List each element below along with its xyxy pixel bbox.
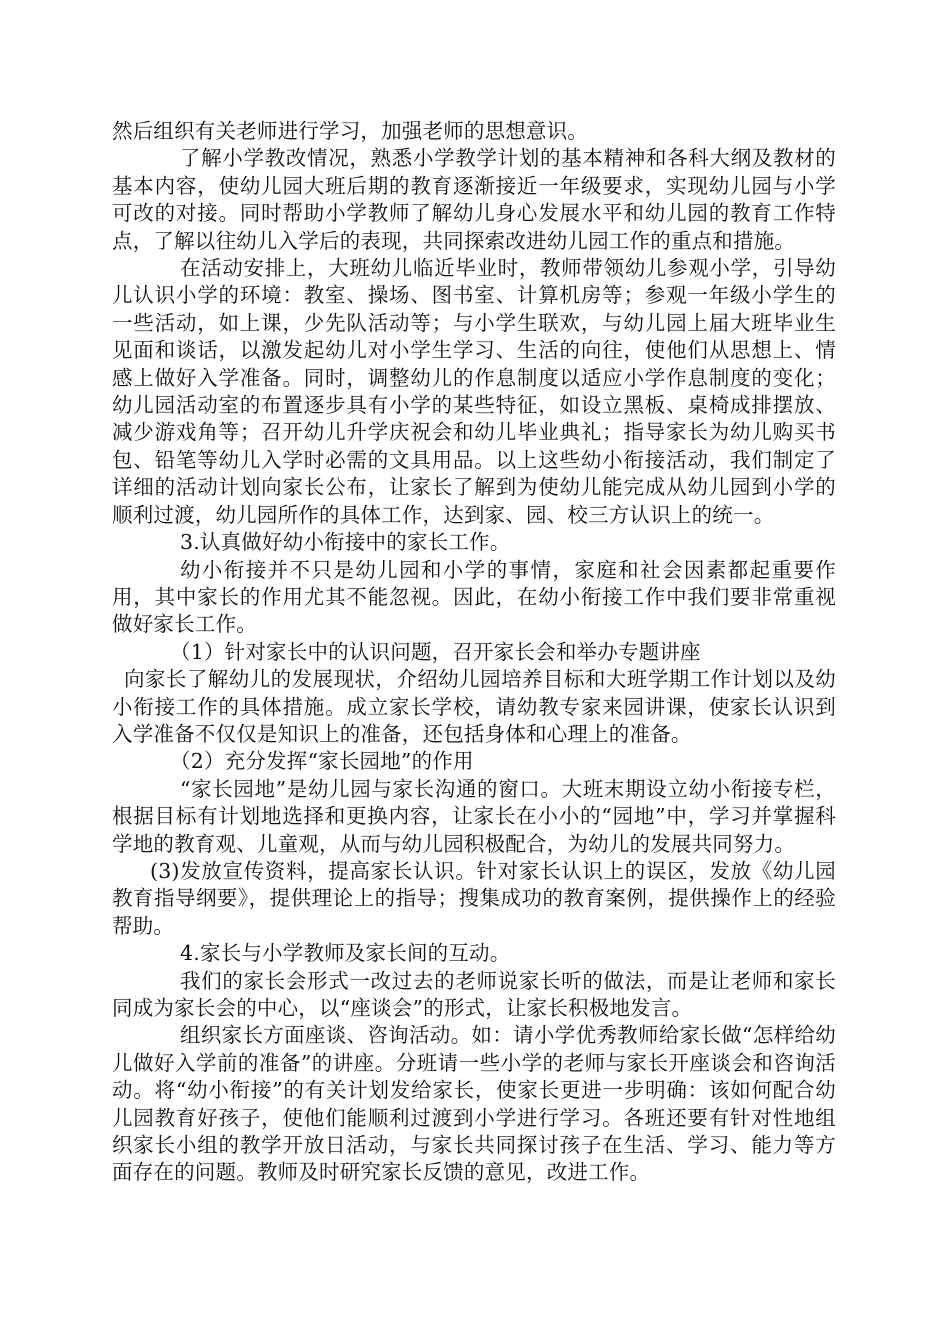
paragraph-consultation-activities: 组织家长方面座谈、咨询活动。如：请小学优秀教师给家长做“怎样给幼儿做好入学前的准备”的讲座。分班请一些小学的老师与家长开座谈会和咨询活动。将“幼小衔接”的有关计划发给家长，使家长更进一步明确：该如何配合幼儿园教育好孩子，使他们能顺利过渡到小学进行学习。各班还要有针对性地组织家长小组的教学开放日活动，与家长共同探讨孩子在生活、学习、能力等方面存在的问题。教师及时研究家长反馈的意见，改进工作。 bbox=[112, 1023, 836, 1185]
document-body bbox=[112, 118, 836, 1187]
subheading-parent-garden: （2）充分发挥“家长园地”的作用 bbox=[170, 749, 474, 774]
paragraph-primary-school-reform: 了解小学教改情况，熟悉小学教学计划的基本精神和各科大纲及教材的基本内容，使幼儿园大班后期的教育逐渐接近一年级要求，实现幼儿园与小学可改的对接。同时帮助小学教师了解幼儿身心发展水平和幼儿园的教育工作特点，了解以往幼儿入学后的表现，共同探索改进幼儿园工作的重点和措施。 bbox=[112, 146, 836, 253]
paragraph-parent-meeting-format: 我们的家长会形式一改过去的老师说家长听的做法，而是让老师和家长同成为家长会的中心，以“座谈会”的形式，让家长积极地发言。 bbox=[112, 968, 836, 1020]
paragraph-parent-role: 幼小衔接并不只是幼儿园和小学的事情，家庭和社会因素都起重要作用，其中家长的作用尤其不能忽视。因此，在幼小衔接工作中我们要非常重视做好家长工作。 bbox=[112, 557, 836, 637]
paragraph-continuation: 然后组织有关老师进行学习，加强老师的思想意识。 bbox=[112, 119, 589, 143]
section-heading-interaction: 4.家长与小学教师及家长间的互动。 bbox=[180, 941, 511, 966]
paragraph-publicity-materials: (3)发放宣传资料，提高家长认识。针对家长认识上的误区，发放《幼儿园教育指导纲要》，提供理论上的指导；搜集成功的教育案例，提供操作上的经验帮助。 bbox=[112, 858, 836, 938]
paragraph-parent-garden: “家长园地”是幼儿园与家长沟通的窗口。大班末期设立幼小衔接专栏，根据目标有计划地选择和更换内容，让家长在小小的“园地”中，学习并掌握科学地的教育观、儿童观，从而与幼儿园积极配合，为幼儿的发展共同努力。 bbox=[112, 776, 836, 856]
section-heading-parent-work: 3.认真做好幼小衔接中的家长工作。 bbox=[180, 530, 511, 555]
paragraph-parent-meeting: 向家长了解幼儿的发展现状，介绍幼儿园培养目标和大班学期工作计划以及幼小衔接工作的具体措施。成立家长学校，请幼教专家来园讲课，使家长认识到入学准备不仅仅是知识上的准备，还包括身体和心理上的准备。 bbox=[112, 667, 836, 746]
paragraph-activity-arrangement: 在活动安排上，大班幼儿临近毕业时，教师带领幼儿参观小学，引导幼儿认识小学的环境：教室、操场、图书室、计算机房等；参观一年级小学生的一些活动，如上课，少先队活动等；与小学生联欢，与幼儿园上届大班毕业生见面和谈话，以激发起幼儿对小学生学习、生活的向往，使他们从思想上、情感上做好入学准备。同时，调整幼儿的作息制度以适应小学作息制度的变化；幼儿园活动室的布置逐步具有小学的某些特征，如设立黑板、桌椅成排摆放、减少游戏角等；召开幼儿升学庆祝会和幼儿毕业典礼；指导家长为幼儿购买书包、铅笔等幼儿入学时必需的文具用品。以上这些幼小衔接活动，我们制定了详细的活动计划向家长公布，让家长了解到为使幼儿能完成从幼儿园到小学的顺利过渡，幼儿园所作的具体工作，达到家、园、校三方认识上的统一。 bbox=[112, 256, 836, 527]
subheading-parent-meeting: （1）针对家长中的认识问题，召开家长会和举办专题讲座 bbox=[170, 639, 701, 664]
